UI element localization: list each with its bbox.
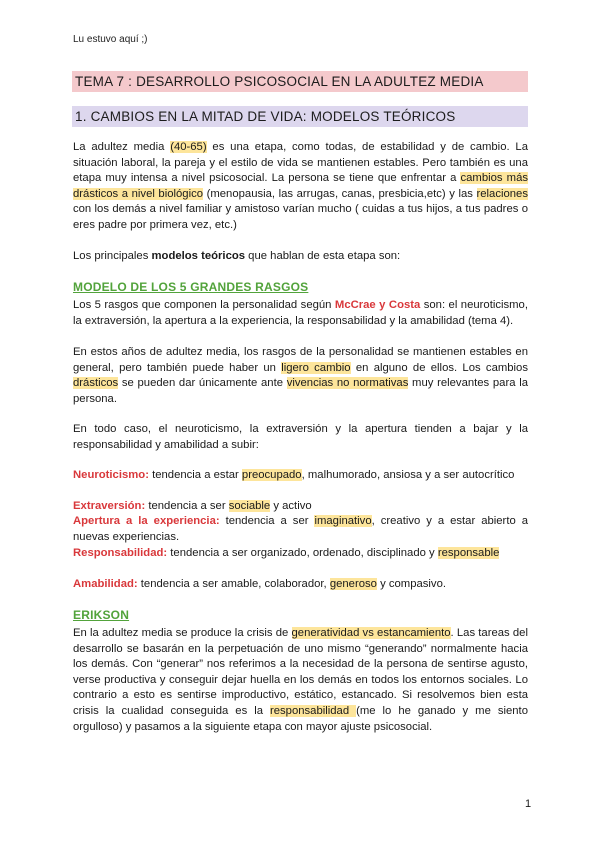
- big5-paragraph-3: En todo caso, el neuroticismo, la extraversión y la apertura tienden a bajar y la responsabilidad y amabilidad a subir:: [73, 423, 528, 451]
- highlight: imaginativo: [314, 515, 372, 527]
- header-note: Lu estuvo aquí ;): [73, 34, 148, 45]
- highlight: sociable: [228, 500, 271, 512]
- highlight: responsable: [437, 547, 500, 559]
- erikson-paragraph: En la adultez media se produce la crisis de generatividad vs estancamiento. Las tareas del desarrollo se basarán en la perpetuación de uno mismo “generando” normalmente hacia los demás. Con “generar” nos referimos a la necesidad de la persona de sentirse agusto, verse productiva y conseguir dejar huella en los demás en todos los entornos sociales. Lo contrario a esto es sentirse improductivo, estático, estancado. Si resolvemos bien esta crisis la cualidad conseguida es la responsabilidad (me lo he ganado y me siento orgulloso) y pasamos a la siguiente etapa con mayor ajuste psicosocial.: [73, 627, 528, 733]
- author-name: McCrae y Costa: [334, 299, 421, 311]
- page-number: 1: [525, 798, 532, 810]
- highlight: ligero cambio: [281, 361, 351, 374]
- highlight: responsabilidad: [269, 704, 357, 717]
- highlight: vivencias no normativas: [286, 377, 409, 390]
- intro-paragraph: La adultez media (40-65) es una etapa, como todas, de estabilidad y de cambio. La situación laboral, la pareja y el estilo de vida se mantienen estables. Pero también es una etapa muy intensa a nivel psicosocial. La persona se tiene que enfrentar a cambios más drásticos a nivel biológico (menopausia, las arrugas, canas, presbicia,etc) y las relaciones con los demás a nivel familiar y amistoso varían mucho ( cuidas a tus hijos, a tus padres o eres padre por primera vez, etc.): [73, 141, 528, 231]
- trait-neuroticism: Neuroticismo: tendencia a estar preocupado, malhumorado, ansiosa y a ser autocrítico: [73, 469, 515, 481]
- highlight: drásticos: [73, 377, 119, 390]
- highlight: relaciones: [476, 187, 528, 200]
- highlight: generoso: [329, 578, 377, 590]
- highlight: (40-65): [170, 141, 207, 153]
- big5-paragraph-1: Los 5 rasgos que componen la personalidad según McCrae y Costa son: el neuroticismo, la extraversión, la apertura a la experiencia, la responsabilidad y la amabilidad (tema 4).: [73, 299, 528, 327]
- big5-paragraph-2: En estos años de adultez media, los rasgos de la personalidad se mantienen estables en general, pero también puede haber un ligero cambio en alguno de ellos. Los cambios drásticos se pueden dar únicamente ante vivencias no normativas muy relevantes para la persona.: [73, 346, 528, 405]
- section-title: 1. CAMBIOS EN LA MITAD DE VIDA: MODELOS TEÓRICOS: [72, 106, 528, 127]
- trait-agreeableness: Amabilidad: tendencia a ser amable, colaborador, generoso y compasivo.: [73, 578, 446, 590]
- page-title: TEMA 7 : DESARROLLO PSICOSOCIAL EN LA ADULTEZ MEDIA: [72, 71, 528, 92]
- models-intro-paragraph: Los principales modelos teóricos que hablan de esta etapa son:: [73, 250, 401, 262]
- trait-responsibility: Responsabilidad: tendencia a ser organizado, ordenado, disciplinado y responsable: [73, 547, 500, 559]
- trait-extraversion: Extraversión: tendencia a ser sociable y activo: [73, 500, 312, 512]
- big5-heading: MODELO DE LOS 5 GRANDES RASGOS: [73, 280, 309, 294]
- trait-openness: Apertura a la experiencia: tendencia a ser imaginativo, creativo y a estar abierto a nuevas experiencias.: [73, 515, 528, 543]
- erikson-heading: ERIKSON: [73, 608, 130, 622]
- highlight: cambios más drásticos a nivel biológico: [73, 172, 528, 200]
- highlight: generatividad vs estancamiento: [291, 627, 451, 639]
- highlight: preocupado: [241, 469, 302, 481]
